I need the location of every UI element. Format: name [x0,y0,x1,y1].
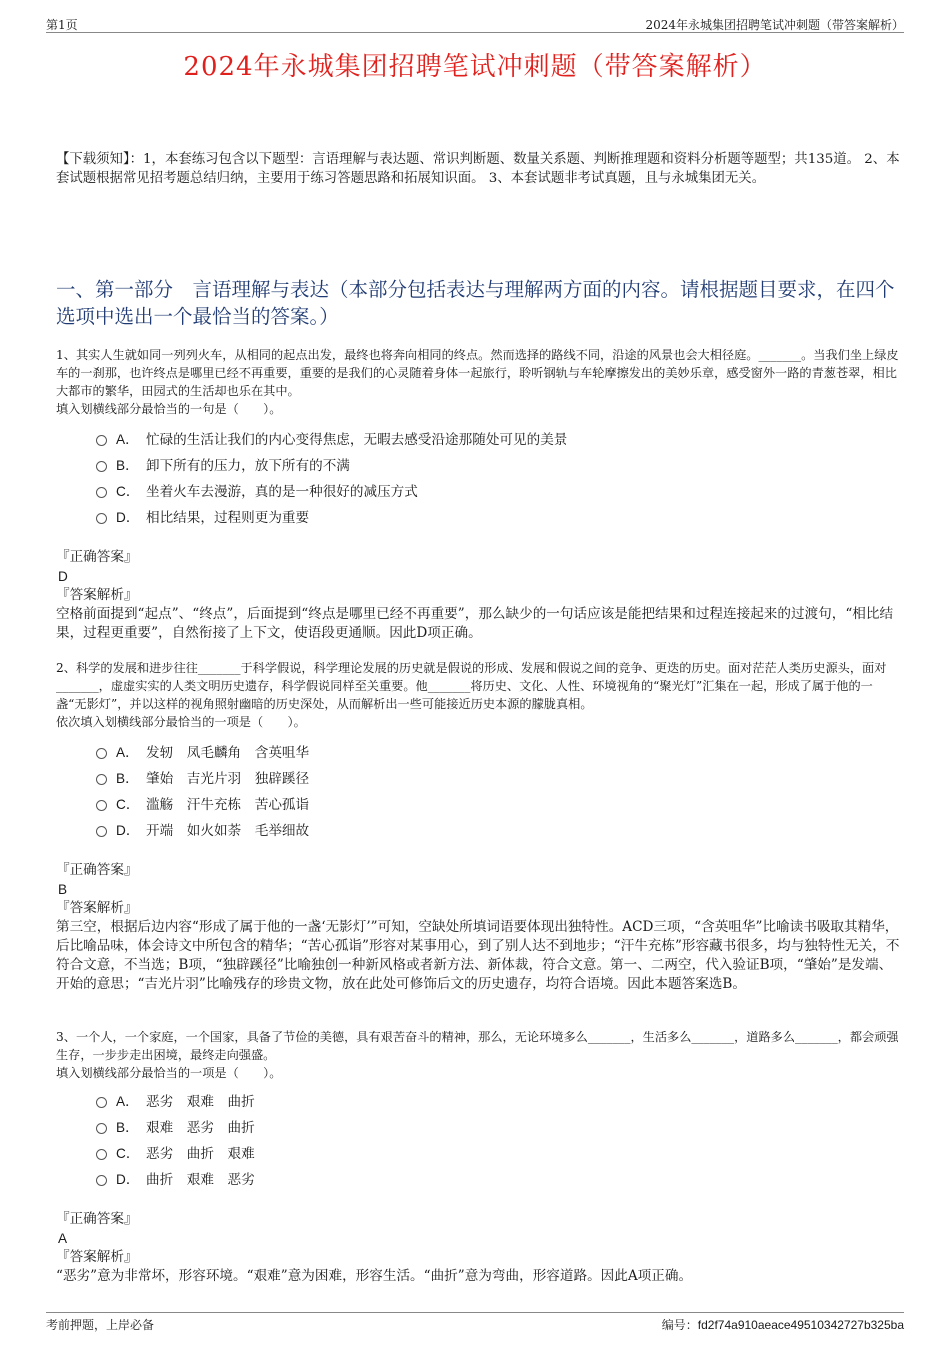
radio-icon[interactable] [96,774,107,785]
option-label: D． [116,1172,140,1187]
analysis-label: 『答案解析』 [56,1249,138,1265]
radio-icon[interactable] [96,1149,107,1160]
option-label: B． [116,771,139,786]
option-text: 艰难 恶劣 曲折 [146,1120,255,1136]
radio-icon[interactable] [96,461,107,472]
question-2-options [96,738,856,842]
option-text: 卸下所有的压力，放下所有的不满 [146,458,350,474]
analysis-text: 空格前面提到“起点”、“终点”，后面提到“终点是哪里已经不再重要”，那么缺少的一句话应该是能把结果和过程连接起来的过渡句，“相比结果，过程更重要”，自然衔接了上下文，使语段更通顺。因此D项正确。 [56,606,894,641]
answer-letter: A [58,1231,68,1246]
download-notice: 【下载须知】：1，本套练习包含以下题型：言语理解与表达题、常识判断题、数量关系题、判断推理题和资料分析题等题型；共135道。 2、本套试题根据常见招考题总结归纳，主要用于练习答题思路和拓展知识面。 3、本套试题非考试真题，且与永城集团无关。 [56,152,900,186]
analysis-label: 『答案解析』 [56,587,138,603]
question-2-answer [56,861,901,994]
option-text: 忙碌的生活让我们的内心变得焦虑，无暇去感受沿途那随处可见的美景 [146,432,568,448]
option-text: 坐着火车去漫游，真的是一种很好的减压方式 [146,484,418,500]
analysis-text: 第三空，根据后边内容“形成了属于他的一盏‘无影灯’”可知，空缺处所填词语要体现出独特性。ACD三项，“含英咀华”比喻读书吸取其精华，后比喻品味，体会诗文中所包含的精华；“苦心孤诣”形容对某事用心，到了别人达不到地步；“汗牛充栋”形容藏书很多，均与独特性无关，不符合文意，不当选；B项，“独辟蹊径”比喻独创一种新风格或者新方法、新体裁，符合文意。第一、二两空，代入验证B项，“肇始”是发端、开始的意思；“吉光片羽”比喻残存的珍贵文物，放在此处可修饰后文的历史遗存，均符合语境。因此本题答案选B。 [56,919,900,992]
question-3-options [96,1087,856,1191]
option-label: D． [116,510,140,525]
radio-icon[interactable] [96,487,107,498]
page-number: 第1页 [46,18,78,32]
option-d[interactable] [96,1165,856,1191]
option-c[interactable] [96,790,856,816]
option-label: A． [116,1094,139,1109]
option-text: 恶劣 艰难 曲折 [146,1094,255,1110]
question-stem-text: 1、其实人生就如同一列列火车，从相同的起点出发，最终也将奔向相同的终点。然而选择的路线不同，沿途的风景也会大相径庭。_______。当我们坐上绿皮车的一刹那，也许终点是哪里已经不再重要，重要的是我们的心灵随着身体一起旅行，聆听钢轨与车轮摩擦发出的美妙乐章，感受窗外一路的青葱苍翠，相比大都市的繁华，田园式的生活却也乐在其中。 [56,348,899,398]
question-3-stem [56,1028,901,1082]
answer-label: 『正确答案』 [56,549,138,565]
question-1-answer [56,548,901,643]
option-b[interactable] [96,764,856,790]
question-prompt: 填入划横线部分最恰当的一句是（ ）。 [56,402,282,416]
option-text: 恶劣 曲折 艰难 [146,1146,255,1162]
radio-icon[interactable] [96,800,107,811]
analysis-label: 『答案解析』 [56,900,138,916]
question-prompt: 填入划横线部分最恰当的一项是（ ）。 [56,1066,282,1080]
footer-code-label: 编号： [661,1318,698,1332]
option-label: C． [116,797,140,812]
option-label: A． [116,745,139,760]
option-label: B． [116,458,139,473]
option-label: A． [116,432,139,447]
question-stem-text: 3、一个人，一个家庭，一个国家，具备了节俭的美德，具有艰苦奋斗的精神，那么，无论环境多么_______，生活多么_______，道路多么_______，都会顽强生存，一步步走出困境，最终走向强盛。 [56,1030,899,1062]
option-label: D． [116,823,140,838]
option-text: 肇始 吉光片羽 独辟蹊径 [146,771,310,787]
question-stem-text: 2、科学的发展和进步往往_______于科学假说，科学理论发展的历史就是假说的形成、发展和假说之间的竞争、更迭的历史。面对茫茫人类历史源头，面对_______，虚虚实实的人类文明历史遗存，科学假说同样至关重要。他_______将历史、文化、人性、环境视角的“聚光灯”汇集在一起，形成了属于他的一盏“无影灯”，并以这样的视角照射幽暗的历史深处，从而解析出一些可能接近历史本源的朦胧真相。 [56,661,887,711]
option-label: B． [116,1120,139,1135]
radio-icon[interactable] [96,826,107,837]
question-2-stem [56,659,901,731]
radio-icon[interactable] [96,1123,107,1134]
answer-label: 『正确答案』 [56,862,138,878]
analysis-text: “恶劣”意为非常坏，形容环境。“艰难”意为困难，形容生活。“曲折”意为弯曲，形容道路。因此A项正确。 [56,1268,693,1284]
option-text: 相比结果，过程则更为重要 [146,510,310,526]
header-doc-title: 2024年永城集团招聘笔试冲刺题（带答案解析） [645,18,904,32]
question-prompt: 依次填入划横线部分最恰当的一项是（ ）。 [56,715,306,729]
footer-slogan: 考前押题，上岸必备 [46,1318,155,1332]
section-title: 一、第一部分 言语理解与表达（本部分包括表达与理解两方面的内容。请根据题目要求，在四个选项中选出一个最恰当的答案。） [56,278,895,328]
footer-code-value: fd2f74a910aeace49510342727b325ba [697,1318,904,1332]
page-footer [46,1312,904,1331]
option-b[interactable] [96,1113,856,1139]
radio-icon[interactable] [96,513,107,524]
option-label: C． [116,1146,140,1161]
option-b[interactable] [96,451,856,477]
option-text: 开端 如火如荼 毛举细故 [146,823,310,839]
option-text: 滥觞 汗牛充栋 苦心孤诣 [146,797,310,813]
option-text: 曲折 艰难 恶劣 [146,1172,255,1188]
option-d[interactable] [96,816,856,842]
question-1-stem [56,346,901,418]
answer-letter: B [58,882,68,897]
answer-letter: D [58,569,68,584]
footer-code [662,1316,904,1333]
option-c[interactable] [96,1139,856,1165]
answer-label: 『正确答案』 [56,1211,138,1227]
option-a[interactable] [96,425,856,451]
page-header [46,14,904,33]
document-title: 2024年永城集团招聘笔试冲刺题（带答案解析） [183,52,767,82]
option-a[interactable] [96,738,856,764]
question-1-options [96,425,856,529]
question-3-answer [56,1210,901,1286]
radio-icon[interactable] [96,435,107,446]
option-a[interactable] [96,1087,856,1113]
option-label: C． [116,484,140,499]
option-d[interactable] [96,503,856,529]
radio-icon[interactable] [96,1175,107,1186]
option-c[interactable] [96,477,856,503]
radio-icon[interactable] [96,748,107,759]
option-text: 发轫 凤毛麟角 含英咀华 [146,745,310,761]
radio-icon[interactable] [96,1097,107,1108]
